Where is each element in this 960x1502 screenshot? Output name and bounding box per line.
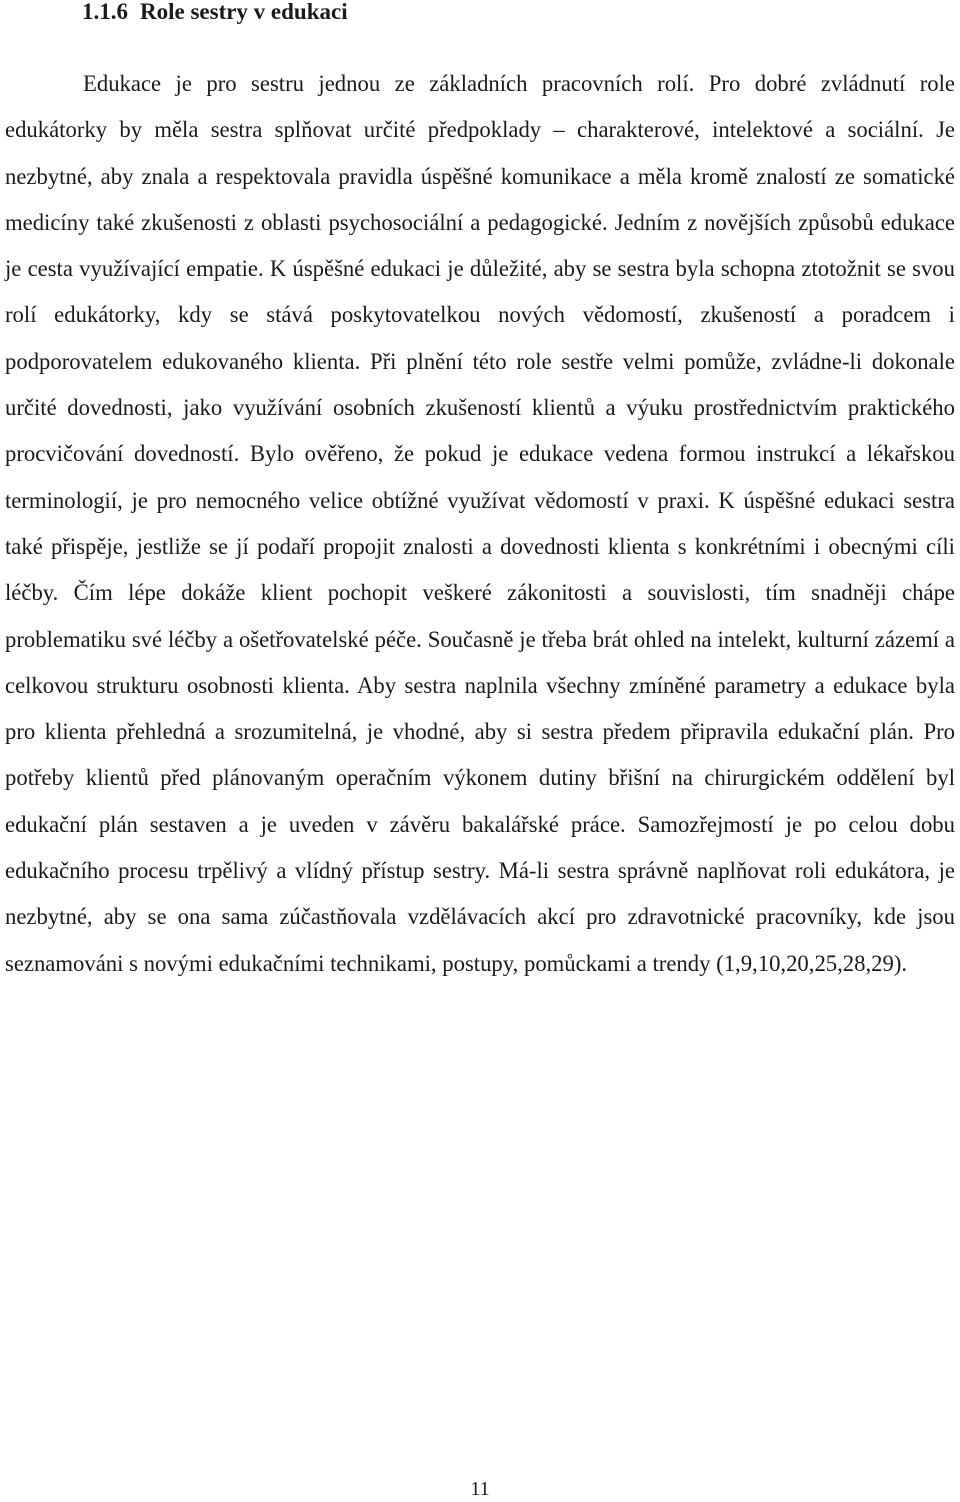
section-title: Role sestry v edukaci: [140, 0, 348, 24]
section-number: 1.1.6: [82, 0, 128, 24]
section-heading: [82, 0, 348, 27]
body-paragraph: Edukace je pro sestru jednou ze základních pracovních rolí. Pro dobré zvládnutí role edukátorky by měla sestra splňovat určité předpoklady – charakterové, intelektové a sociální. Je nezbytné, aby znala a respektovala pravidla úspěšné komunikace a měla kromě znalostí ze somatické medicíny také zkušenosti z oblasti psychosociální a pedagogické. Jedním z novějších způsobů edukace je cesta využívající empatie. K úspěšné edukaci je důležité, aby se sestra byla schopna ztotožnit se svou rolí edukátorky, kdy se stává poskytovatelkou nových vědomostí, zkušeností a poradcem i podporovatelem edukovaného klienta. Při plnění této role sestře velmi pomůže, zvládne-li dokonale určité dovednosti, jako využívání osobních zkušeností klientů a výuku prostřednictvím praktického procvičování dovedností. Bylo ověřeno, že pokud je edukace vedena formou instrukcí a lékařskou terminologií, je pro nemocného velice obtížné využívat vědomostí v praxi. K úspěšné edukaci sestra také přispěje, jestliže se jí podaří propojit znalosti a dovednosti klienta s konkrétními i obecnými cíli léčby. Čím lépe dokáže klient pochopit veškeré zákonitosti a souvislosti, tím snadněji chápe problematiku své léčby a ošetřovatelské péče. Současně je třeba brát ohled na intelekt, kulturní zázemí a celkovou strukturu osobnosti klienta. Aby sestra naplnila všechny zmíněné parametry a edukace byla pro klienta přehledná a srozumitelná, je vhodné, aby si sestra předem připravila edukační plán. Pro potřeby klientů před plánovaným operačním výkonem dutiny břišní na chirurgickém oddělení byl edukační plán sestaven a je uveden v závěru bakalářské práce. Samozřejmostí je po celou dobu edukačního procesu trpělivý a vlídný přístup sestry. Má-li sestra správně naplňovat roli edukátora, je nezbytné, aby se ona sama zúčastňovala vzdělávacích akcí pro zdravotnické pracovníky, kde jsou seznamováni s novými edukačními technikami, postupy, pomůckami a trendy (1,9,10,20,25,28,29).: [5, 71, 955, 976]
page-number: 11: [470, 1478, 490, 1500]
